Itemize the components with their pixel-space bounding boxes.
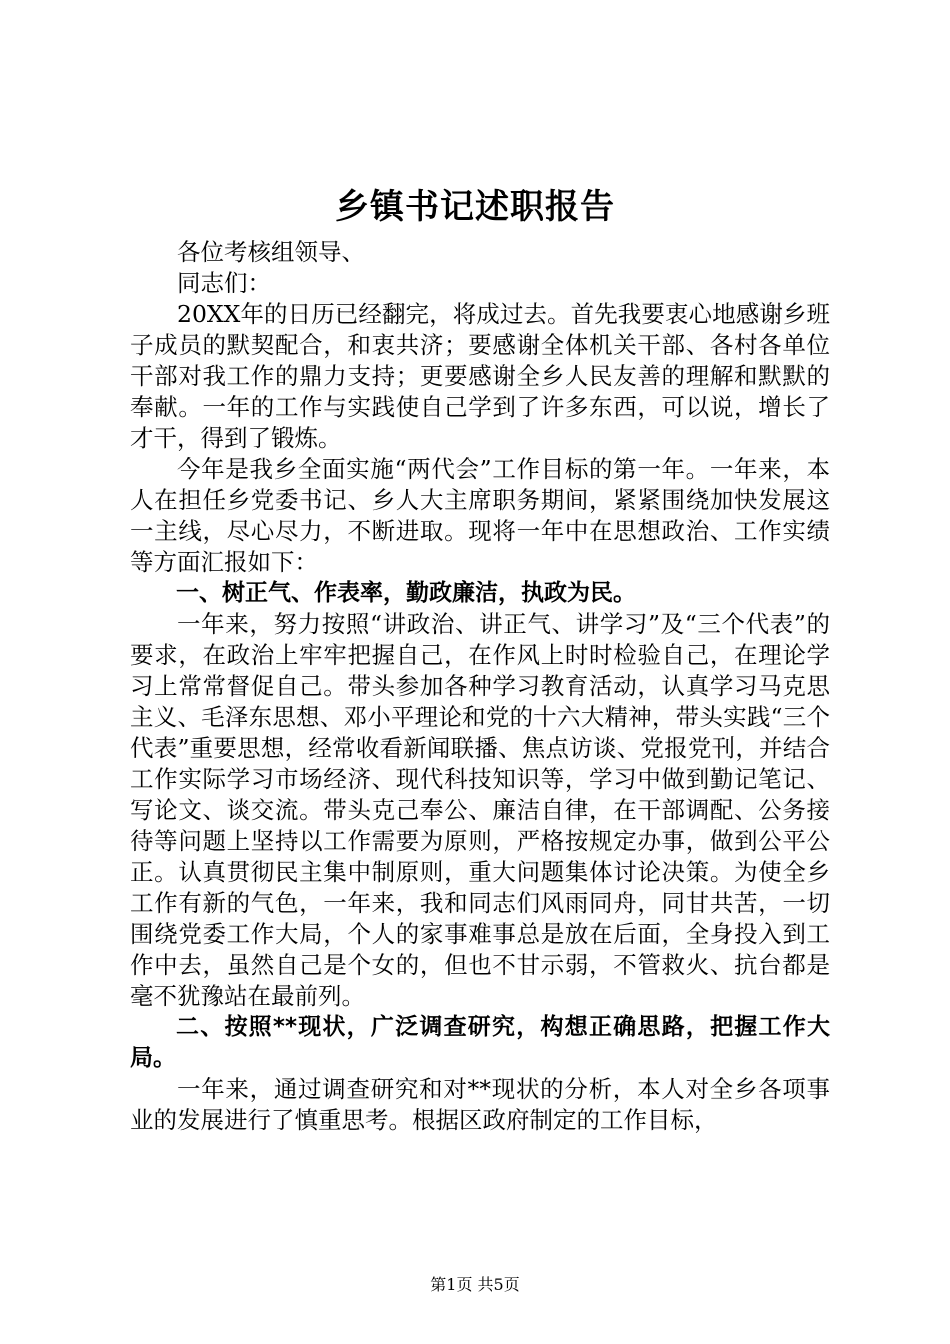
page-footer: 第1页 共5页 bbox=[430, 1275, 520, 1294]
body-paragraph: 今年是我乡全面实施“两代会”工作目标的第一年。一年来，本人在担任乡党委书记、乡人大主席职务期间，紧紧围绕加快发展这一主线，尽心尽力，不断进取。现将一年中在思想政治、工作实绩等方面汇报如下： bbox=[130, 455, 830, 576]
salutation-line-1: 各位考核组领导、 bbox=[177, 238, 365, 266]
body-paragraph: 一年来，通过调查研究和对**现状的分析，本人对全乡各项事业的发展进行了慎重思考。根据区政府制定的工作目标， bbox=[130, 1075, 830, 1134]
body-paragraph: 一年来，努力按照“讲政治、讲正气、讲学习”及“三个代表”的要求，在政治上牢牢把握自己，在作风上时时检验自己，在理论学习上常常督促自己。带头参加各种学习教育活动，认真学习马克思主义、毛泽东思想、邓小平理论和党的十六大精神，带头实践“三个代表”重要思想，经常收看新闻联播、焦点访谈、党报党刊，并结合工作实际学习市场经济、现代科技知识等，学习中做到勤记笔记、写论文、谈交流。带头克己奉公、廉洁自律，在干部调配、公务接待等问题上坚持以工作需要为原则，严格按规定办事，做到公平公正。认真贯彻民主集中制原则，重大问题集体讨论决策。为使全乡工作有新的气色，一年来，我和同志们风雨同舟，同甘共苦，一切围绕党委工作大局，个人的家事难事总是放在后面，全身投入到工作中去，虽然自己是个女的，但也不甘示弱，不管救火、抗台都是毫不犹豫站在最前列。 bbox=[130, 610, 830, 1010]
section-heading-1: 一、树正气、作表率，勤政廉洁，执政为民。 bbox=[176, 580, 636, 606]
document-title: 乡镇书记述职报告 bbox=[335, 187, 615, 227]
body-paragraph: 20XX年的日历已经翻完，将成过去。首先我要衷心地感谢乡班子成员的默契配合，和衷共济；要感谢全体机关干部、各村各单位干部对我工作的鼎力支持；更要感谢全乡人民友善的理解和默默的奉献。一年的工作与实践使自己学到了许多东西，可以说，增长了才干，得到了锻炼。 bbox=[130, 300, 830, 452]
salutation-line-2: 同志们： bbox=[177, 269, 271, 297]
document-body bbox=[130, 237, 830, 1136]
section-heading-2: 二、按照**现状，广泛调查研究，构想正确思路，把握工作大局。 bbox=[130, 1014, 830, 1071]
